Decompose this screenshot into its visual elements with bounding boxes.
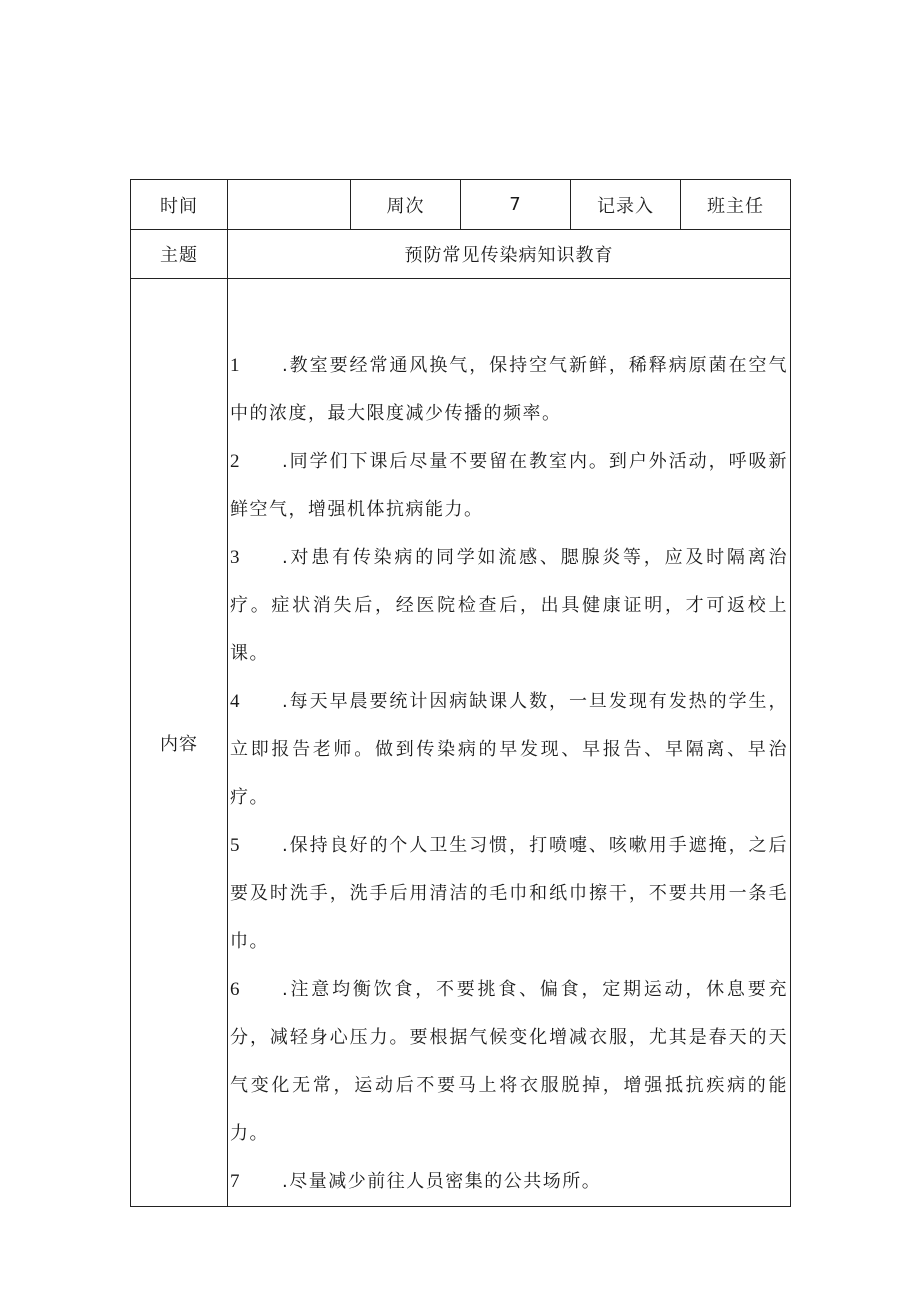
list-item [230,534,788,678]
item-number: 4 [230,691,240,712]
class-record-table [130,179,791,1207]
time-label: 时间 [131,180,228,230]
item-text: .每天早晨要统计因病缺课人数，一旦发现有发热的学生，立即报告老师。做到传染病的早发现、早报告、早隔离、早治疗。 [230,691,788,808]
item-text: .教室要经常通风换气，保持空气新鲜，稀释病原菌在空气中的浓度，最大限度减少传播的频率。 [230,355,788,424]
topic-label: 主题 [131,230,228,279]
item-text: .尽量减少前往人员密集的公共场所。 [282,1171,602,1192]
item-number: 1 [230,355,240,376]
topic-row [131,230,791,279]
list-item [230,678,788,822]
item-number: 3 [230,547,240,568]
header-row [131,180,791,230]
item-number: 2 [230,451,240,472]
item-text: .对患有传染病的同学如流感、腮腺炎等，应及时隔离治疗。症状消失后，经医院检查后，出具健康证明，才可返校上课。 [230,547,788,664]
item-number: 5 [230,835,240,856]
recorder-label: 记录入 [571,180,681,230]
item-text: .注意均衡饮食，不要挑食、偏食，定期运动，休息要充分，减轻身心压力。要根据气候变化增减衣服，尤其是春天的天气变化无常，运动后不要马上将衣服脱掉，增强抵抗疾病的能力。 [230,979,788,1144]
list-item [230,966,788,1158]
content-row [131,279,791,1207]
content-list [228,279,790,1206]
content-label: 内容 [131,279,228,1207]
item-text: .保持良好的个人卫生习惯，打喷嚏、咳嗽用手遮掩，之后要及时洗手，洗手后用清洁的毛巾和纸巾擦干，不要共用一条毛巾。 [230,835,788,952]
list-item [230,342,788,438]
time-value [228,180,351,230]
item-text: .同学们下课后尽量不要留在教室内。到户外活动，呼吸新鲜空气，增强机体抗病能力。 [230,451,788,520]
topic-value: 预防常见传染病知识教育 [228,230,791,279]
recorder-value: 班主任 [681,180,791,230]
list-item [230,438,788,534]
week-value: 7 [461,180,571,230]
list-item [230,1158,788,1206]
week-label: 周次 [351,180,461,230]
content-body [228,279,791,1207]
list-item [230,822,788,966]
item-number: 6 [230,979,240,1000]
item-number: 7 [230,1171,240,1192]
